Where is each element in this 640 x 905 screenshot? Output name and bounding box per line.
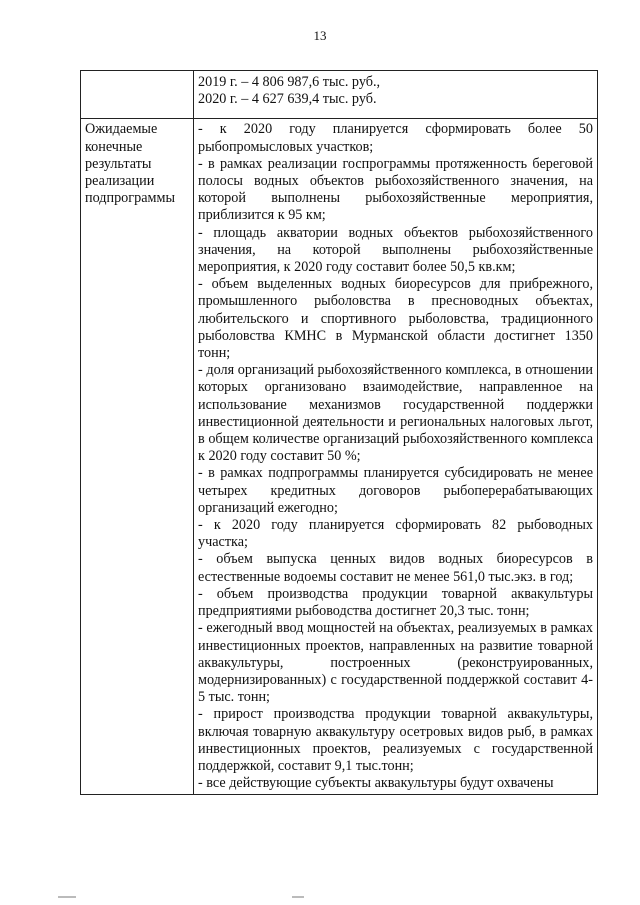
result-item: - объем выделенных водных биоресурсов для прибрежного, промышленного рыболовства в пресноводных объектах, любительского и спортивного рыболовства, традиционного рыболовства КМНС в Мурманской области достигнет 1350 тонн; xyxy=(198,276,593,362)
result-item: - ежегодный ввод мощностей на объектах, реализуемых в рамках инвестиционных проектов, направленных на развитие товарной аквакультуры, построенных (реконструированных, модернизированных) с государственной поддержкой составит 4-5 тыс. тонн; xyxy=(198,620,593,706)
funding-line-2019: 2019 г. – 4 806 987,6 тыс. руб., xyxy=(198,74,381,90)
page-number: 13 xyxy=(313,28,327,43)
result-item: - к 2020 году планируется сформировать 82 рыбоводных участка; xyxy=(198,517,593,551)
funding-line-2020: 2020 г. – 4 627 639,4 тыс. руб. xyxy=(198,91,377,108)
label-line: результаты xyxy=(85,155,152,172)
result-item: - прирост производства продукции товарной аквакультуры, включая товарную аквакультуру осетровых видов рыб, в рамках инвестиционных проектов, реализуемых с государственной поддержкой, составит 9,1 тыс.тонн; xyxy=(198,706,593,774)
result-item: - к 2020 году планируется сформировать более 50 рыбопромысловых участков; xyxy=(198,121,593,155)
label-line: Ожидаемые xyxy=(85,121,158,138)
result-item: - объем выпуска ценных видов водных биоресурсов в естественные водоемы составит не менее 561,0 тыс.экз. в год; xyxy=(198,551,593,585)
result-item: - доля организаций рыбохозяйственного комплекса, в отношении которых организовано взаимодействие, направленное на использование механизмов государственной поддержки инвестиционной деятельности и региональных налоговых льгот, в общем количестве организаций рыбохозяйственного комплекса к 2020 году составит 50 %; xyxy=(198,362,593,465)
result-item: - все действующие субъекты аквакультуры будут охвачены xyxy=(198,775,554,792)
expected-results-label-cell xyxy=(81,119,194,795)
funding-content-cell xyxy=(194,71,598,119)
result-item: - в рамках подпрограммы планируется субсидировать не менее четырех кредитных договоров рыбоперерабатывающих организаций ежегодно; xyxy=(198,465,593,516)
funding-label-cell xyxy=(81,71,194,119)
scan-mark xyxy=(292,896,304,898)
label-line: конечные xyxy=(85,138,143,155)
result-item: - в рамках реализации госпрограммы протяженность береговой полосы водных объектов рыбохозяйственного значения, на которой выполнены рыбохозяйственные мероприятия, приблизится к 95 км; xyxy=(198,155,593,224)
label-line: реализации xyxy=(85,173,155,190)
label-line: подпрограммы xyxy=(85,190,175,207)
funding-row xyxy=(81,71,598,119)
result-item: - площадь акватории водных объектов рыбохозяйственного значения, на которой выполнены рыбохозяйственные мероприятия, к 2020 году составит более 50,5 кв.км; xyxy=(198,224,593,276)
scan-mark xyxy=(58,896,76,898)
expected-results-content-cell xyxy=(194,119,598,795)
program-table xyxy=(80,70,598,795)
result-item: - объем производства продукции товарной аквакультуры предприятиями рыбоводства достигнет 20,3 тыс. тонн; xyxy=(198,585,593,620)
expected-results-row xyxy=(81,119,598,795)
scan-marks xyxy=(0,892,640,905)
